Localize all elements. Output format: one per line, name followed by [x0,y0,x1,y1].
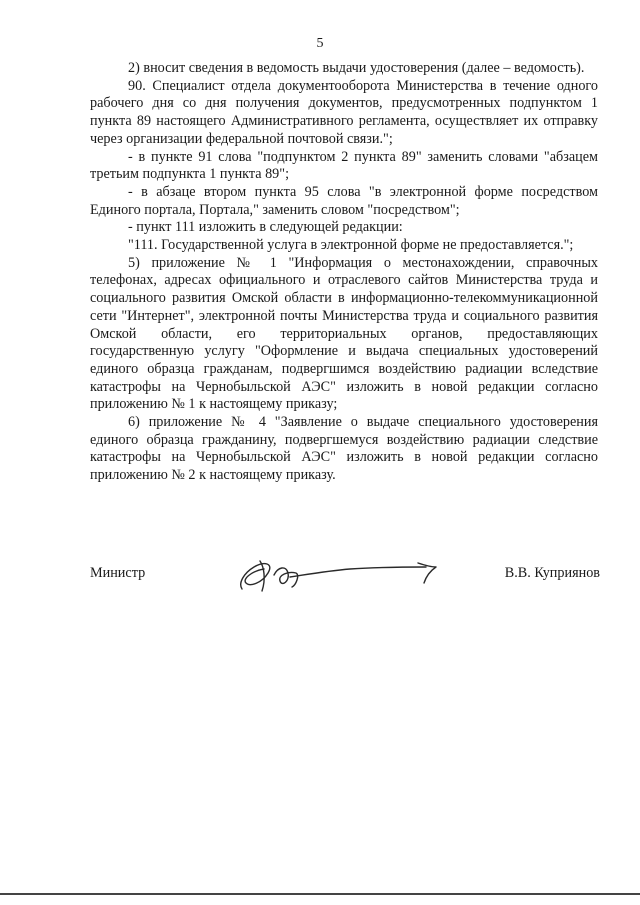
signature-block [90,553,600,603]
paragraph-appendix-1: 5) приложение № 1 "Информация о местонахождении, справочных телефонах, адресах официального и отраслевого сайтов Министерства труда и социального развития Омской области в информационно-телекоммуникационной сети "Интернет", электронной почты Министерства труда и социального развития Омской области, его территориальных органов, предоставляющих государственную услугу "Оформление и выдача специальных удостоверений единого образца гражданам, подвергшимся воздействию радиации вследствие катастрофы на Чернобыльской АЭС" изложить в новой редакции согласно приложению № 1 к настоящему приказу; [90,254,598,413]
document-body [90,60,598,485]
paragraph-appendix-4: 6) приложение № 4 "Заявление о выдаче специального удостоверения единого образца гражданину, подвергшемуся воздействию радиации следствие катастрофы на Чернобыльской АЭС" изложить в новой редакции согласно приложению № 2 к настоящему приказу. [90,414,598,484]
page-bottom-edge [0,893,640,895]
paragraph-item-2: 2) вносит сведения в ведомость выдачи удостоверения (далее – ведомость). [128,60,585,76]
paragraph-point-91-change: - в пункте 91 слова "подпунктом 2 пункта 89" заменить словами "абзацем третьим подпункта 1 пункта 89"; [90,148,598,183]
handwritten-signature [230,553,470,598]
paragraph-point-90: 90. Специалист отдела документооборота Министерства в течение одного рабочего дня со дня получения документов, предусмотренных подпунктом 1 пункта 89 настоящего Административного регламента, осуществляет их отправку через организации федеральной почтовой связи."; [90,77,598,147]
page-number: 5 [316,36,324,51]
paragraph-point-111-text: "111. Государственной услуга в электронной форме не предоставляется."; [128,237,574,254]
signatory-title: Министр [90,565,146,581]
signatory-name: В.В. Куприянов [504,565,600,581]
paragraph-point-95-change: - в абзаце втором пункта 95 слова "в электронной форме посредством Единого портала, Портала," заменить словом "посредством"; [90,183,598,218]
paragraph-point-111-change: - пункт 111 изложить в следующей редакции: [128,219,403,236]
